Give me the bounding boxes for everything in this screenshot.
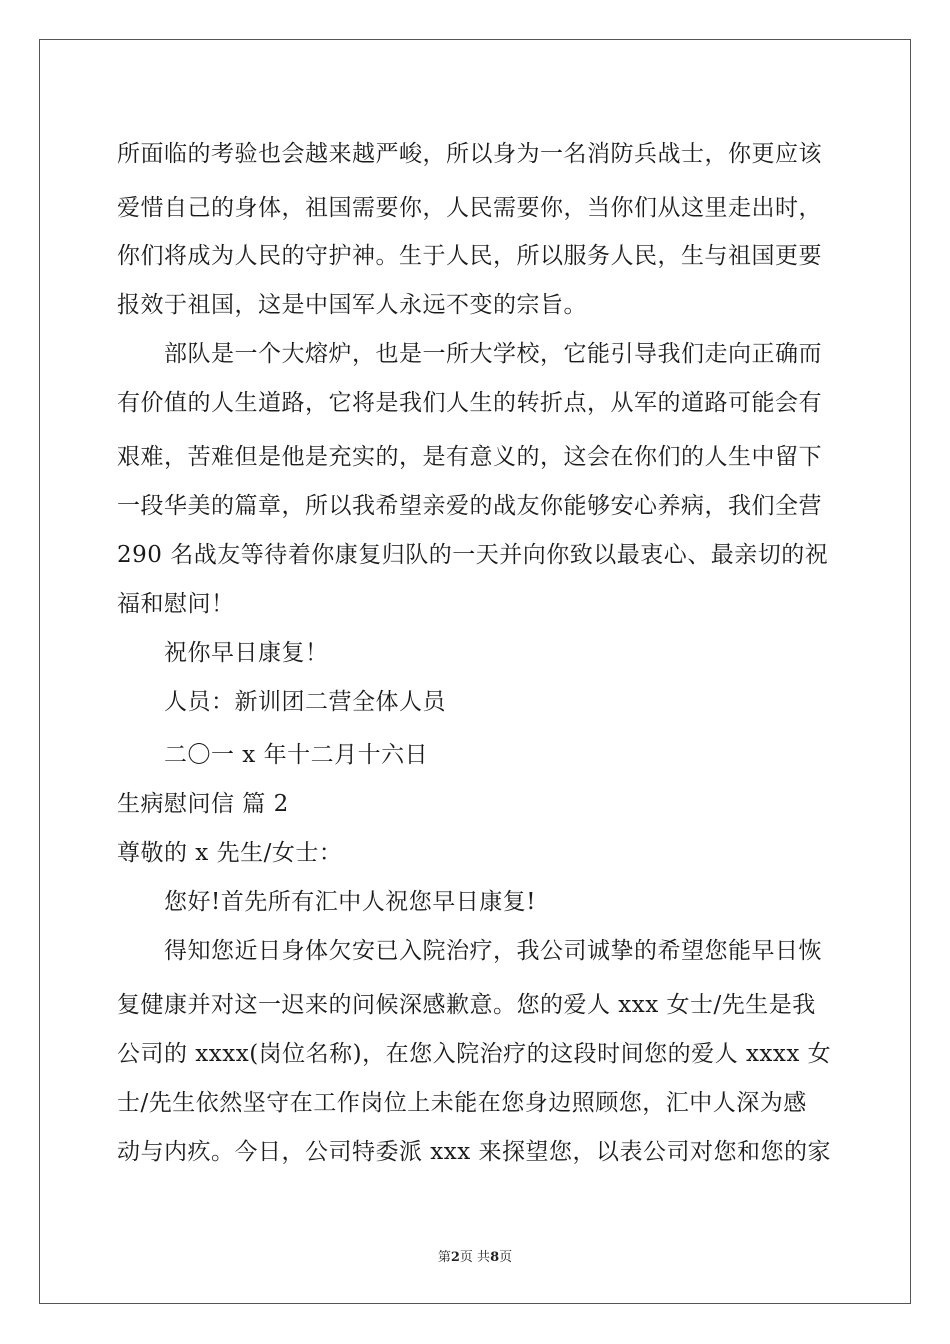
- text-line: 艰难，苦难但是他是充实的，是有意义的，这会在你们的人生中留下: [117, 444, 822, 470]
- paragraph-start-line: 部队是一个大熔炉，也是一所大学校，它能引导我们走向正确而: [164, 341, 822, 367]
- text-line: 士/先生依然坚守在工作岗位上未能在您身边照顾您，汇中人深为感: [117, 1090, 807, 1116]
- text-line: 报效于祖国，这是中国军人永远不变的宗旨。: [117, 292, 587, 318]
- date-line: 二〇一 x 年十二月十六日: [164, 742, 429, 768]
- text-line: 你们将成为人民的守护神。生于人民，所以服务人民，生与祖国更要: [117, 243, 822, 269]
- signature-line: 人员：新训团二营全体人员: [164, 689, 446, 715]
- total-page-count: 8: [490, 1250, 500, 1265]
- text-line: 福和慰问！: [117, 591, 235, 617]
- closing-wish: 祝你早日康复！: [164, 640, 329, 666]
- text-line: 所面临的考验也会越来越严峻，所以身为一名消防兵战士，你更应该: [117, 141, 822, 167]
- footer-suffix: 页: [499, 1250, 513, 1265]
- text-line: 爱惜自己的身体，祖国需要你，人民需要你，当你们从这里走出时，: [117, 195, 822, 221]
- paragraph-start-line: 得知您近日身体欠安已入院治疗，我公司诚挚的希望您能早日恢: [164, 938, 822, 964]
- text-line: 一段华美的篇章，所以我希望亲爱的战友你能够安心养病，我们全营: [117, 493, 822, 519]
- salutation: 尊敬的 x 先生/女士：: [117, 840, 343, 866]
- text-line: 公司的 xxxx(岗位名称)，在您入院治疗的这段时间您的爱人 xxxx 女: [117, 1041, 832, 1067]
- footer-mid: 页 共: [459, 1250, 491, 1265]
- page-footer: [0, 1246, 950, 1265]
- current-page-number: 2: [450, 1250, 460, 1265]
- greeting-line: 您好!首先所有汇中人祝您早日康复!: [164, 889, 536, 915]
- text-line: 290 名战友等待着你康复归队的一天并向你致以最衷心、最亲切的祝: [117, 542, 829, 568]
- footer-prefix: 第: [437, 1250, 451, 1265]
- text-line: 有价值的人生道路，它将是我们人生的转折点，从军的道路可能会有: [117, 390, 822, 416]
- text-line: 动与内疚。今日，公司特委派 xxx 来探望您，以表公司对您和您的家: [117, 1139, 832, 1165]
- section-heading: 生病慰问信 篇 2: [117, 791, 289, 817]
- text-line: 复健康并对这一迟来的问候深感歉意。您的爱人 xxx 女士/先生是我: [117, 992, 816, 1018]
